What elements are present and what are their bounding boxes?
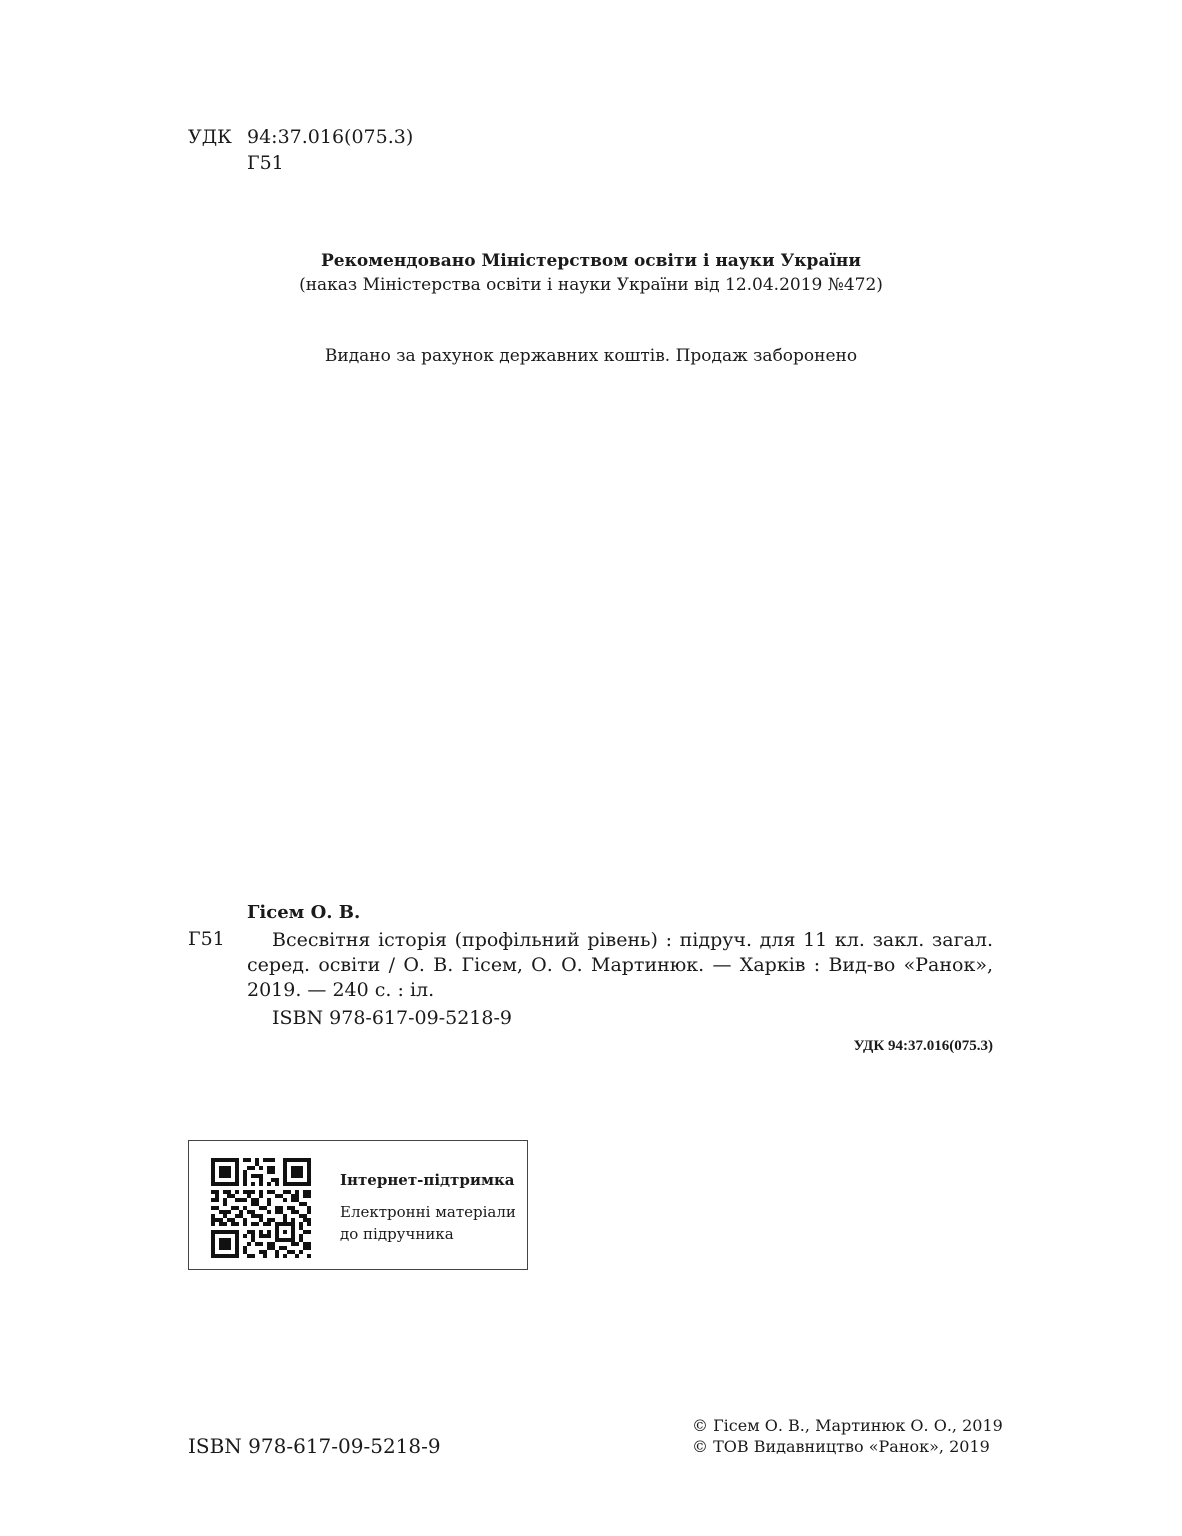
- author-mark: Г51: [247, 152, 284, 174]
- card-isbn: ISBN 978-617-09-5218-9: [272, 1007, 512, 1029]
- copyright-publisher: © ТОВ Видавництво «Ранок», 2019: [692, 1437, 990, 1456]
- qr-code-icon[interactable]: [211, 1158, 311, 1258]
- support-text-line-1: Електронні матеріали: [340, 1203, 516, 1221]
- card-udk: УДК 94:37.016(075.3): [853, 1038, 993, 1054]
- support-title: Інтернет-підтримка: [340, 1171, 515, 1189]
- card-description: Всесвітня історія (профільний рівень) : підруч. для 11 кл. закл. загал. серед. освіти / О. В. Гісем, О. О. Мартинюк. — Харків : Вид-во «Ранок», 2019. — 240 с. : іл.: [247, 929, 993, 1001]
- recommendation-order: (наказ Міністерства освіти і науки України від 12.04.2019 №472): [299, 275, 883, 295]
- sale-notice: Видано за рахунок державних коштів. Продаж заборонено: [324, 346, 858, 366]
- udk-code: 94:37.016(075.3): [247, 126, 414, 148]
- card-author: Гісем О. В.: [247, 902, 361, 923]
- copyright-authors: © Гісем О. В., Мартинюк О. О., 2019: [692, 1416, 1003, 1435]
- footer-isbn: ISBN 978-617-09-5218-9: [188, 1434, 441, 1458]
- recommendation-title: Рекомендовано Міністерством освіти і науки України: [321, 251, 861, 271]
- support-text-line-2: до підручника: [340, 1225, 454, 1243]
- card-code: Г51: [188, 928, 225, 950]
- internet-support-box: [188, 1140, 528, 1270]
- udk-label: УДК: [188, 126, 232, 148]
